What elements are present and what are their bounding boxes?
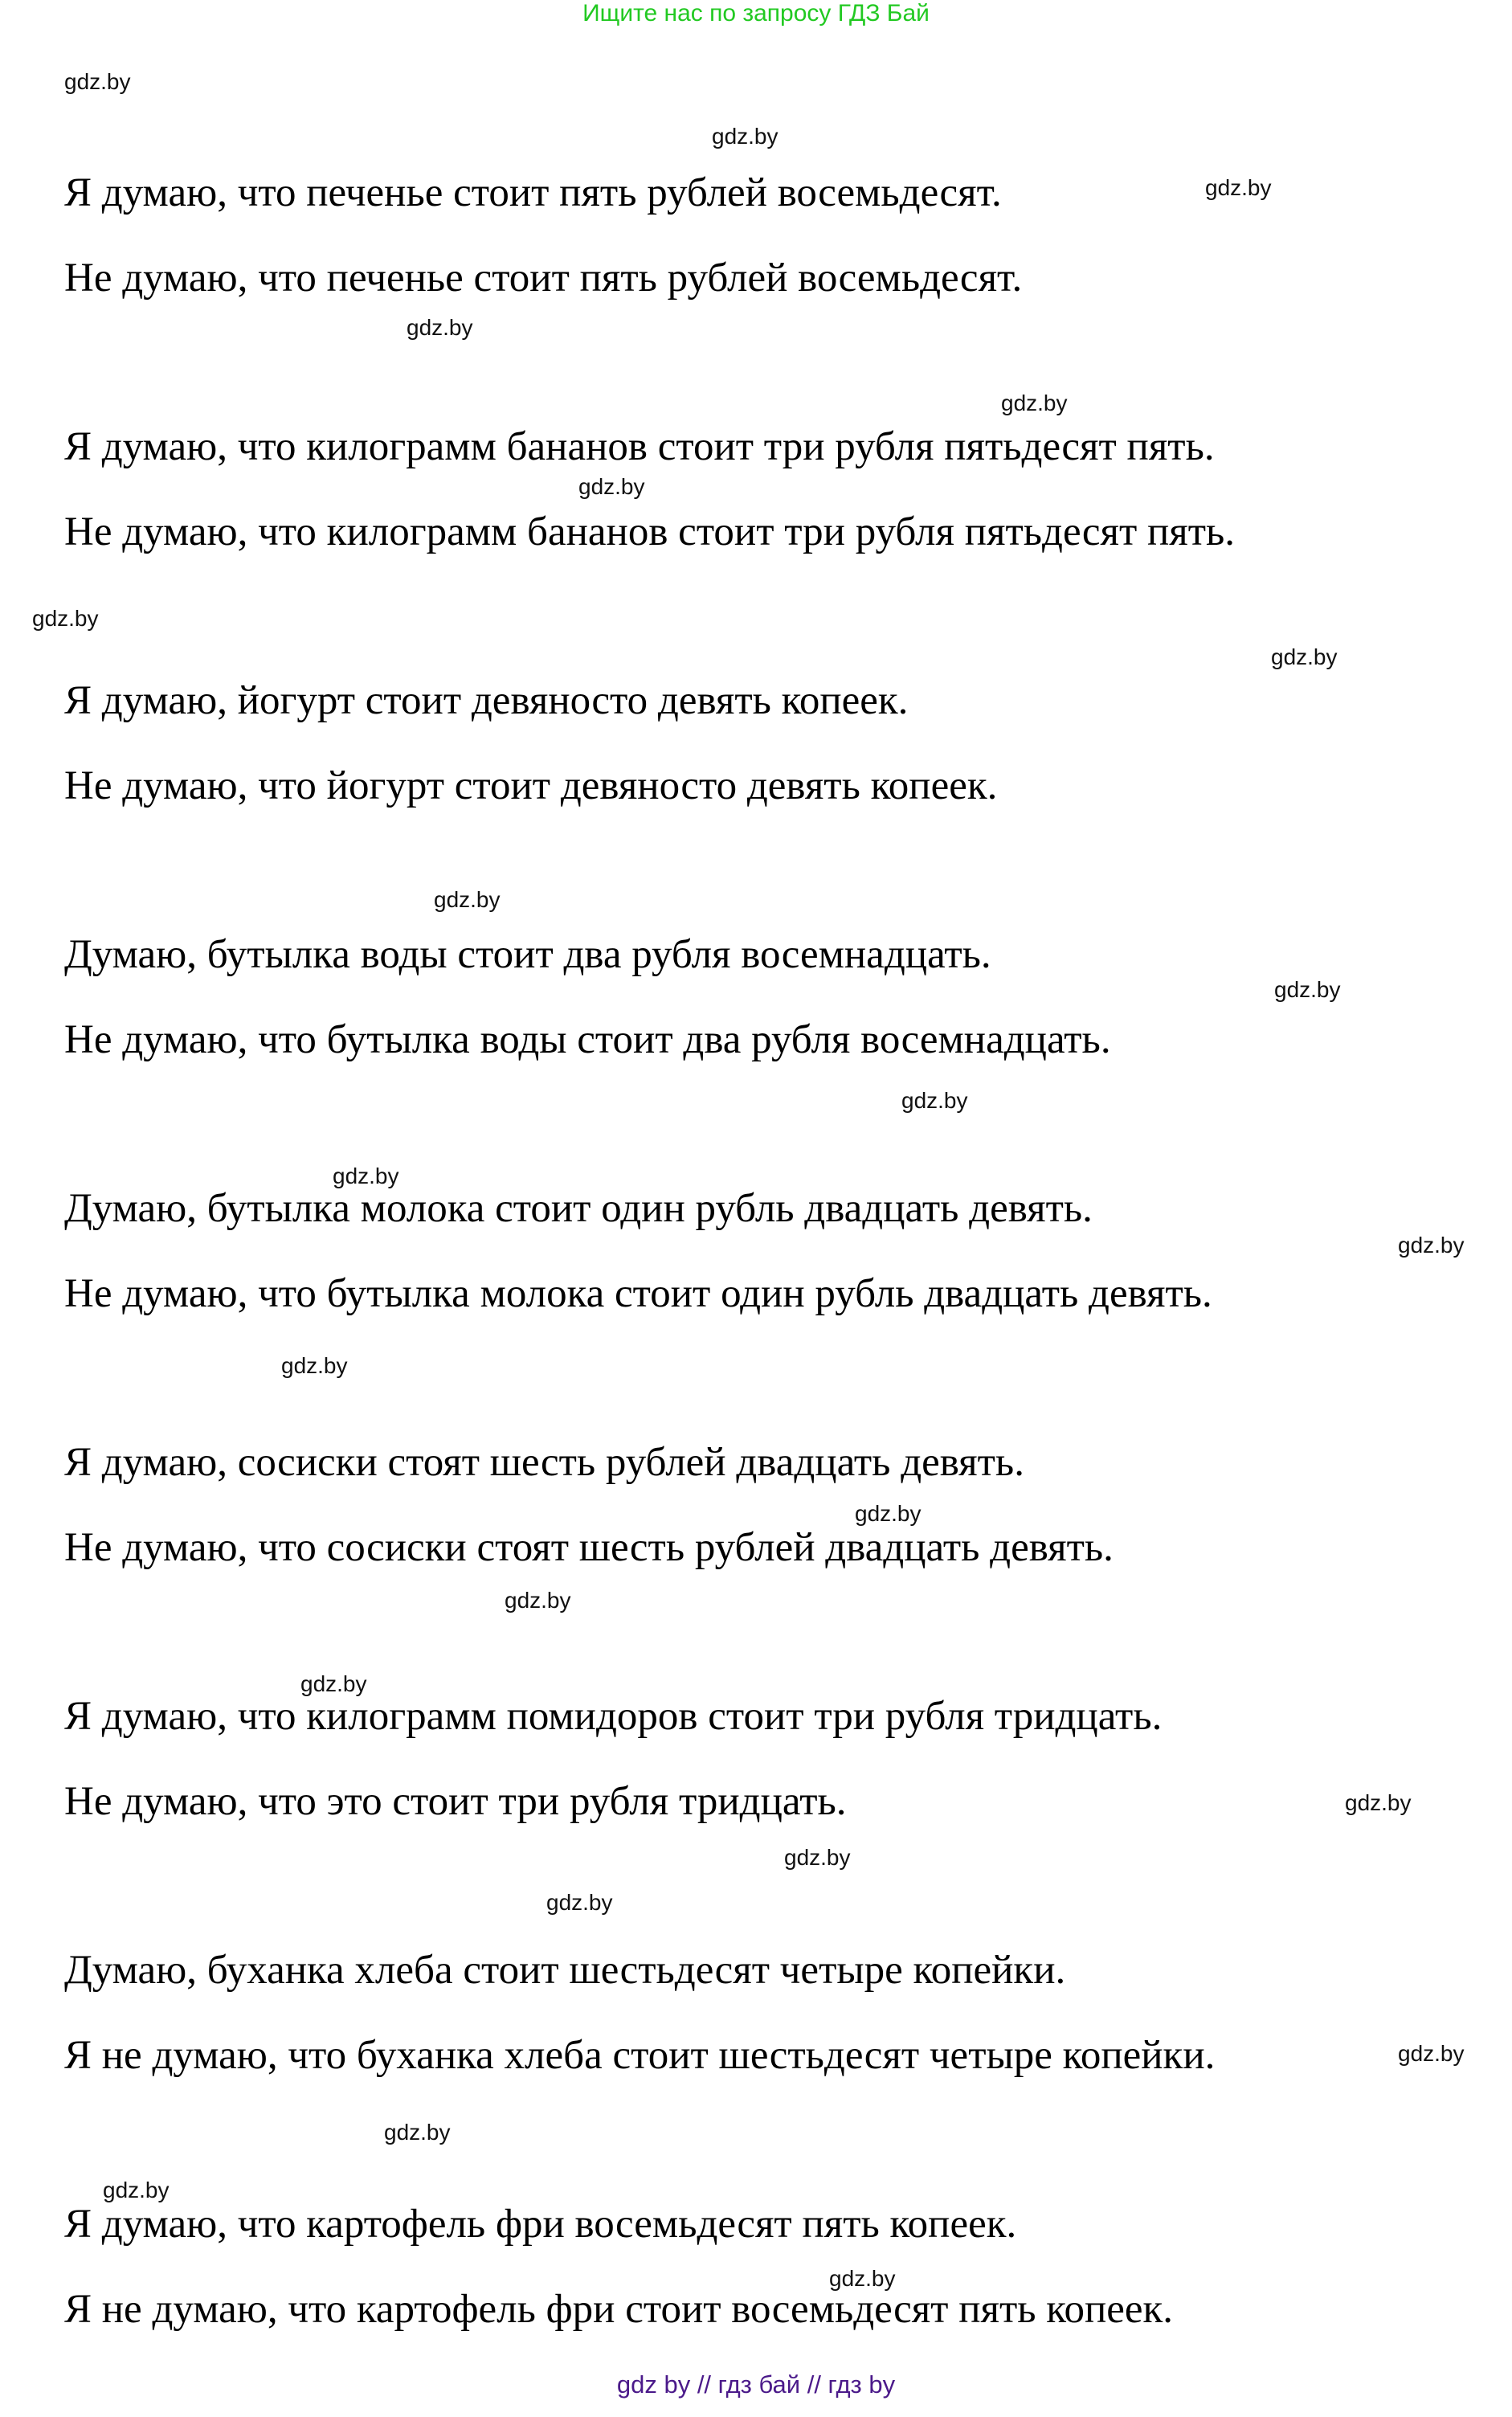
sentence-6: Не думаю, что йогурт стоит девяносто девять копеек.: [64, 763, 998, 808]
sentence-3: Я думаю, что килограмм бананов стоит три рубля пятьдесят пять.: [64, 424, 1215, 469]
watermark: gdz.by: [546, 1890, 613, 1915]
sentence-10: Не думаю, что бутылка молока стоит один рубль двадцать девять.: [64, 1271, 1212, 1316]
watermark: gdz.by: [1398, 2041, 1465, 2066]
watermark: gdz.by: [300, 1671, 367, 1696]
sentence-18: Я не думаю, что картофель фри стоит восемьдесят пять копеек.: [64, 2287, 1174, 2332]
watermark: gdz.by: [103, 2178, 170, 2202]
watermark: gdz.by: [855, 1501, 922, 1526]
watermark: gdz.by: [1271, 644, 1338, 669]
sentence-11: Я думаю, сосиски стоят шесть рублей двадцать девять.: [64, 1440, 1024, 1485]
watermark: gdz.by: [1398, 1233, 1465, 1258]
watermark: gdz.by: [1001, 391, 1068, 415]
sentence-5: Я думаю, йогурт стоит девяносто девять копеек.: [64, 678, 909, 723]
watermark: gdz.by: [1274, 977, 1341, 1002]
watermark: gdz.by: [829, 2266, 896, 2291]
watermark: gdz.by: [32, 606, 99, 631]
search-hint-header: Ищите нас по запросу ГДЗ Бай: [582, 0, 930, 27]
sentence-12: Не думаю, что сосиски стоят шесть рублей двадцать девять.: [64, 1525, 1114, 1570]
sentence-14: Не думаю, что это стоит три рубля тридцать.: [64, 1779, 847, 1824]
watermark: gdz.by: [784, 1845, 851, 1870]
watermark: gdz.by: [1345, 1790, 1412, 1815]
watermark: gdz.by: [434, 887, 501, 912]
sentence-8: Не думаю, что бутылка воды стоит два рубля восемнадцать.: [64, 1017, 1111, 1062]
watermark: gdz.by: [333, 1164, 399, 1188]
footer-site-links: gdz by // гдз бай // гдз by: [616, 2370, 896, 2399]
watermark: gdz.by: [712, 124, 778, 149]
watermark: gdz.by: [901, 1088, 968, 1113]
watermark: gdz.by: [281, 1353, 348, 1378]
sentence-13: Я думаю, что килограмм помидоров стоит три рубля тридцать.: [64, 1694, 1163, 1739]
sentence-17: Я думаю, что картофель фри восемьдесят пять копеек.: [64, 2202, 1017, 2247]
watermark: gdz.by: [407, 315, 473, 340]
sentence-16: Я не думаю, что буханка хлеба стоит шестьдесят четыре копейки.: [64, 2033, 1216, 2078]
watermark: gdz.by: [1205, 175, 1272, 200]
watermark: gdz.by: [64, 69, 131, 94]
sentence-9: Думаю, бутылка молока стоит один рубль двадцать девять.: [64, 1186, 1093, 1231]
watermark: gdz.by: [578, 474, 645, 499]
sentence-15: Думаю, буханка хлеба стоит шестьдесят четыре копейки.: [64, 1948, 1066, 1993]
sentence-4: Не думаю, что килограмм бананов стоит три рубля пятьдесят пять.: [64, 509, 1236, 554]
sentence-2: Не думаю, что печенье стоит пять рублей восемьдесят.: [64, 256, 1023, 301]
sentence-7: Думаю, бутылка воды стоит два рубля восемнадцать.: [64, 932, 991, 977]
sentence-1: Я думаю, что печенье стоит пять рублей восемьдесят.: [64, 170, 1002, 215]
watermark: gdz.by: [505, 1588, 571, 1613]
watermark: gdz.by: [384, 2120, 451, 2145]
